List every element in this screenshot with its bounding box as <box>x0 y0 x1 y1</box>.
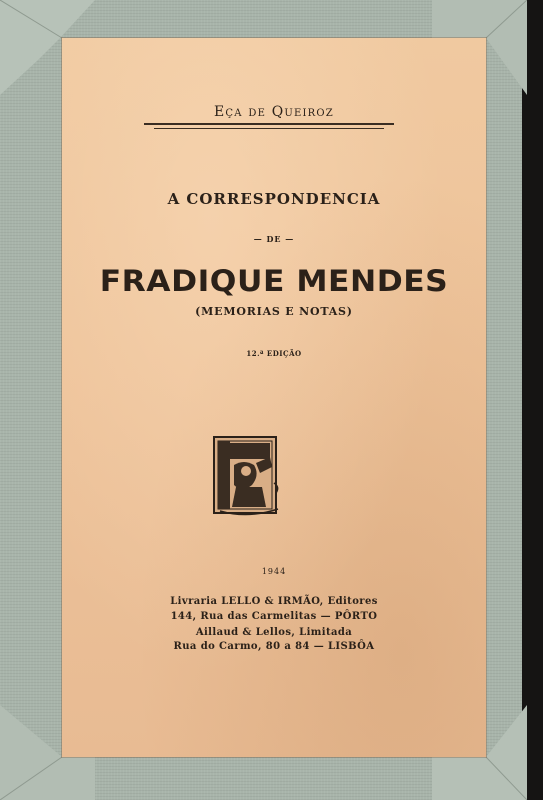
subtitle: (MEMORIAS E NOTAS) <box>195 305 353 318</box>
title-connector: — DE — <box>253 234 295 244</box>
publisher-line-4: Rua do Carmo, 80 a 84 — LISBÔA <box>173 641 375 652</box>
author-rule-thin <box>154 128 384 129</box>
title-line-1: A CORRESPONDENCIA <box>167 190 381 208</box>
board-shadow-edge <box>522 0 543 800</box>
author-rule <box>144 123 394 125</box>
printer-emblem-icon <box>212 435 282 517</box>
publisher-line-1: Livraria LELLO & IRMÃO, Editores <box>170 596 378 607</box>
main-title: FRADIQUE MENDES <box>99 264 449 298</box>
title-page <box>62 38 486 757</box>
publisher-line-2: 144, Rua das Carmelitas — PÔRTO <box>170 611 378 622</box>
author-name: Eça de Queiroz <box>214 104 334 120</box>
publisher-line-3: Aillaud & Lellos, Limitada <box>195 627 353 638</box>
edition-label: 12.ª EDIÇÃO <box>246 349 302 358</box>
publication-year: 1944 <box>261 567 287 576</box>
